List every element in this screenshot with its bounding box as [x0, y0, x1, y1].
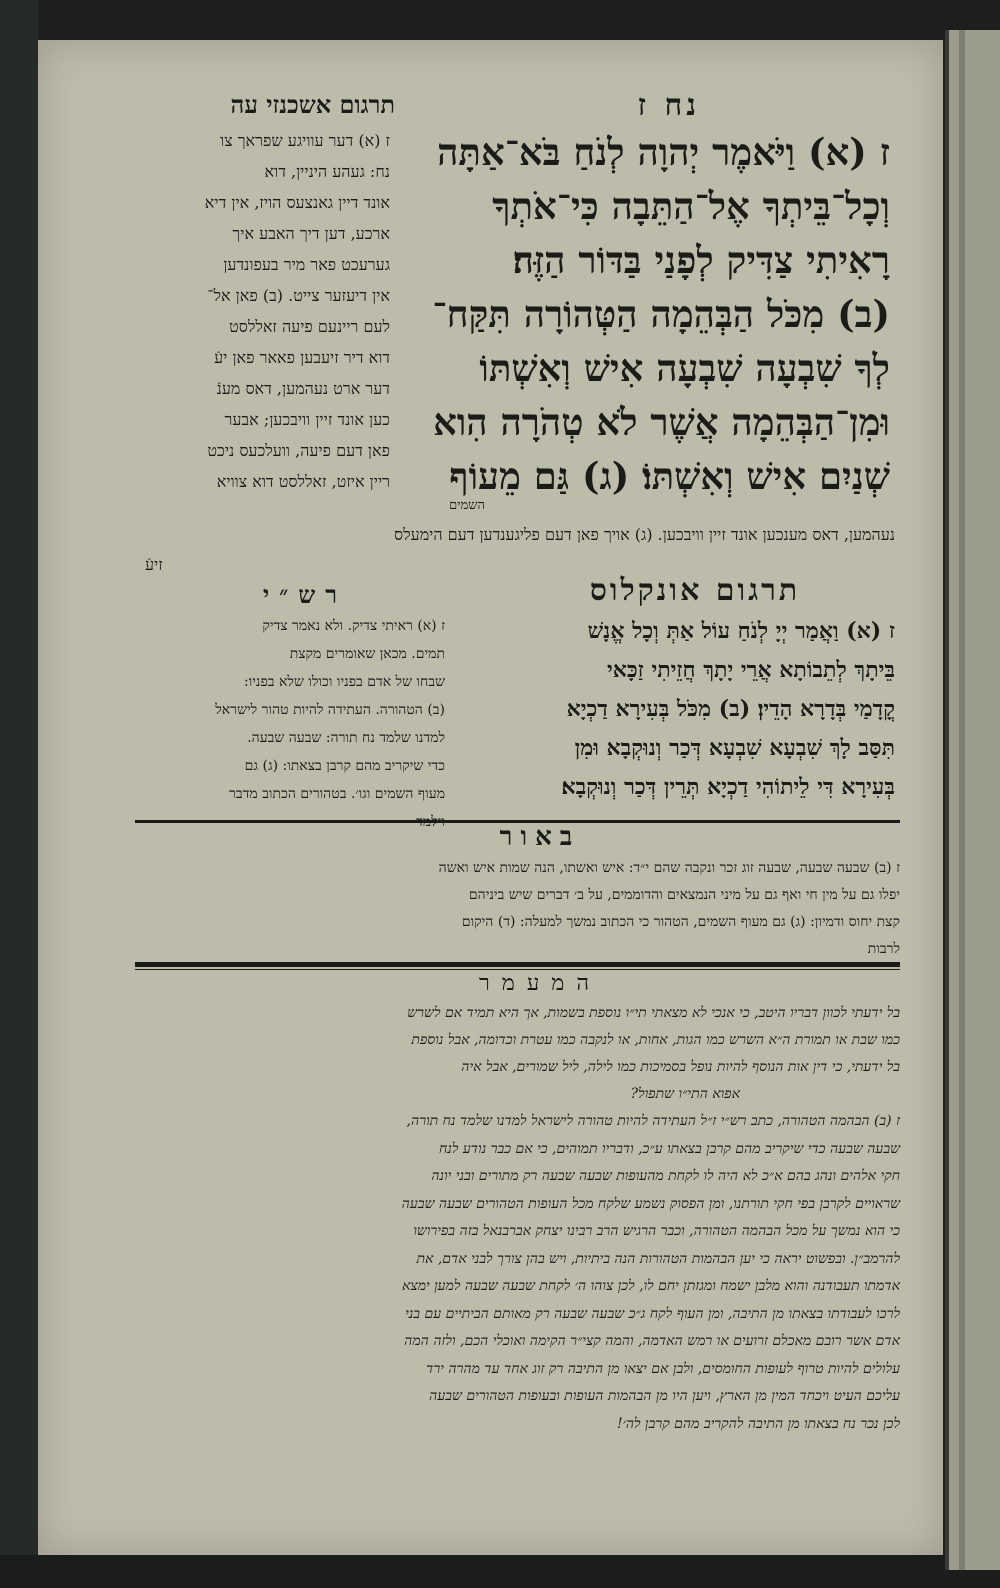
mamar-line: אפוא התי״ו שתפול?: [630, 1086, 740, 1102]
rashi-line: למדנו שלמד נח תורה: שבעה שבעה.: [247, 730, 445, 746]
mamar-line: אדם אשר רובם מאכלם זרועים או רמש האדמה, והמה קצי״ר הקימה ואוכלי הכם, ולזה המה: [404, 1333, 900, 1349]
facing-page-edge: [945, 30, 1000, 1570]
yiddish-line: אין דיעזער צייט. (ב) פאן אל־: [207, 286, 390, 305]
yiddish-line: דער ארט נעהמען, דאס מענֿ: [216, 379, 390, 398]
rashi-line: (ב) הטהורה. העתידה להיות טהור לישראל: [215, 702, 445, 718]
yiddish-line: לעם ריינעם פיעה זאללסט: [229, 317, 390, 336]
scan-border-left: [0, 0, 38, 1588]
yiddish-line: נח: געהע היניין, דוא: [264, 162, 390, 181]
yiddish-line: זיעֿ: [145, 555, 163, 574]
yiddish-line: אונד דיין גאנצעס הויז, אין דיא: [204, 193, 390, 212]
yiddish-continuation: [135, 520, 895, 580]
mamar-line: בל ידעתי לכוון דבריו היטב, כי אנכי לא מצאתי תי״ו נוספת בשמות, אך היא תמיד אם לשרש: [407, 1005, 900, 1021]
mamar-line: כי הוא נמשך על מכל הבהמה הטהורה, וכבר הרגיש הרב רבינו יצחק אברבנאל בזה בפירושו: [413, 1223, 900, 1239]
yiddish-line: פאן דעם פיעה, וועלכעס ניכט: [207, 441, 390, 460]
verse-line: ז (א) וַיֹּאמֶר יְהוָה לְנֹחַ בֹּא־אַתָּה: [437, 130, 890, 174]
rashi-line: מעוף השמים וגו׳. בטהורים הכתוב מדבר: [229, 786, 445, 802]
page-header-chapter: נח ז: [637, 88, 700, 123]
biur-line: קצת יחוס ודמיון: (ג) גם מעוף השמים, הטהור כי הכתוב נמשך למעלה: (ד) היקום: [461, 914, 900, 930]
yiddish-line: כען אונד זיין וויבכען; אבער: [224, 410, 390, 429]
mamar-line: אדמתו תעבודנה והוא מלבן ישמח ומגזתן יחם לו, לכן צוהו ה׳ לקחת שבעה שבעה למען ימצא: [401, 1278, 900, 1294]
mamar-line: לכן נכר נח בצאתו מן התיבה להקריב מהם קרבן לה׳!: [616, 1415, 900, 1432]
section-divider-thick: [135, 962, 900, 967]
mamar-line: לרכו לעבודתו בצאתו מן התיבה, ומן העוף לקח ג״כ שבעה שבעה רק מאותם הביתיים עם בני: [405, 1305, 900, 1322]
catchword: השמים: [449, 498, 485, 513]
rashi-line: שבחו של אדם בפניו וכולו שלא בפניו:: [243, 674, 445, 690]
mamar-line: חקי אלהים ונהג בהם א״כ לא היה לו לקחת מהעופות שבעה שבעה רק מתורים ובני יונה: [431, 1168, 900, 1184]
mamar-line: להרמב״ן. ובפשוט יראה כי יען הבהמות הטהורות הנה ביתיות, ויש בהן צורך לבני אדם, את: [416, 1250, 900, 1267]
yiddish-line: ז (א) דער עוויגע שפראך צו: [220, 131, 390, 150]
rashi-line: תמים. מכאן שאומרים מקצת: [289, 646, 445, 662]
mamar-title: המעמר: [479, 971, 601, 996]
mamar-line: עליכם העיט ויכחד המין מן הארץ, ויען היו מן הבהמות העופות ובעופות הטהורים שבעה: [429, 1388, 900, 1404]
mamar-text: [135, 1000, 900, 1108]
yiddish-line: גערעכט פאר מיר בעפונדען: [223, 255, 390, 274]
rashi-title: רש״י: [262, 580, 348, 609]
mamar-line: ז (ב) הבהמה הטהורה, כתב רש״י ז״ל העתידה להיות טהורה לישראל למדנו שלמד נח תורה,: [406, 1113, 900, 1129]
biur-text: [135, 855, 900, 963]
biur-line: יפלו גם על מין חי ואף גם על מיני הנמצאים והדוממים, על ב׳ דברים שיש ביניהם: [468, 887, 900, 903]
onkelos-title: תרגום אונקלוס: [589, 573, 801, 608]
mamar-line: בל ידעתי, כי דין אות הנוסף להיות נופל בסמיכות כמו לילה, ליל שמורים, אבל איה: [461, 1059, 900, 1075]
rashi-line: כדי שיקריב מהם קרבן בצאתו: (ג) גם: [244, 758, 445, 774]
onkelos-text: [460, 612, 895, 807]
yiddish-line: נעהמען, דאס מענכען אונד זיין וויבכען. (ג) אויך פאן דעם פליגענדען דעם הימעלס: [394, 525, 895, 544]
page-header-targum: תרגום אשכנזי עה: [230, 90, 395, 119]
onkelos-line: קֳדָמַי בְּדָרָא הָדֵין׃ (ב) מִכֹּל בְּעִירָא דַכְיָא: [566, 696, 895, 722]
mamar-paragraph-2: [135, 1108, 900, 1438]
onkelos-line: ז (א) וַאֲמַר יְיָ לְנֹחַ עוֹל אַתְּ וְכָל אֱנָשׁ: [587, 618, 895, 644]
verse-line: וּמִן־הַבְּהֵמָה אֲשֶׁר לֹא טְהֹרָה הִוא: [433, 400, 890, 444]
facing-page-shadow: [959, 30, 965, 1570]
verse-line: לְךָ שִׁבְעָה שִׁבְעָה אִישׁ וְאִשְׁתּוֹ: [479, 346, 890, 390]
rashi-line: ז (א) ראיתי צדיק. ולא נאמר צדיק: [262, 618, 445, 634]
scan-border-top: [0, 0, 1000, 40]
scan-border-bottom: [0, 1555, 1000, 1588]
yiddish-line: דוא דיר זיעבען פאאר פאן יעֿ: [214, 348, 390, 367]
onkelos-line: בֵּיתָךְ לְתֵבוֹתָא אֲרֵי יָתָךְ חֲזֵיתִי זַכָּאי: [607, 657, 895, 683]
mamar-line: עלולים להיות טרוף לעופות החומסים, ולבן אם יצאו מן התיבה רק זוג אחד עד מהרה ירד: [426, 1360, 900, 1377]
verse-line: שְׁנַיִם אִישׁ וְאִשְׁתּוֹ׃ (ג) גַּם מֵעוֹף: [449, 454, 890, 498]
mamar-line: שראויים לקרבן בפי חקי תורתנו, ומן הפסוק נשמע שלקח מכל העופות הטהורים שבעה שבעה: [401, 1195, 900, 1212]
yiddish-translation: [135, 125, 390, 497]
yiddish-line: ארכע, דען דיך האבע איך: [232, 224, 390, 243]
main-verse-block: [400, 125, 890, 503]
onkelos-line: בְּעִירָא דִּי לֵיתוֹהִי דַכְיָא תְּרֵין דְּכַר וְנוּקְבָא׃: [561, 774, 895, 800]
mamar-line: שבעה שבעה כדי שיקריב מהם קרבן בצאתו ע״כ, ודבריו תמוהים, כי אם כבר נודע לנח: [439, 1140, 900, 1157]
onkelos-line: תִּסַּב לָךְ שִׁבְעָא שִׁבְעָא דְּכַר וְנוּקְבָא וּמִן: [574, 735, 895, 761]
yiddish-line: ריין איזט, זאללסט דוא צוויא: [216, 472, 390, 491]
biur-line: לרבות: [867, 941, 900, 957]
mamar-line: כמו שבת או תמורת ה״א השרש כמו הגות, אחות, או לנקבה כמו עטרת וכדומה, אבל נוספת: [411, 1032, 900, 1048]
biur-title: באור: [499, 822, 581, 852]
rashi-text: [130, 612, 445, 836]
verse-line: רָאִיתִי צַדִּיק לְפָנַי בַּדּוֹר הַזֶּה׃: [512, 238, 890, 282]
verse-line: וְכָל־בֵּיתְךָ אֶל־הַתֵּבָה כִּי־אֹתְךָ: [492, 184, 890, 228]
biur-line: ז (ב) שבעה שבעה, שבעה זוג זכר ונקבה שהם י״ד: איש ואשתו, הנה שמות איש ואשה: [438, 860, 900, 876]
verse-line: (ב) מִכֹּל הַבְּהֵמָה הַטְּהוֹרָה תִּקַּח־: [432, 292, 890, 336]
